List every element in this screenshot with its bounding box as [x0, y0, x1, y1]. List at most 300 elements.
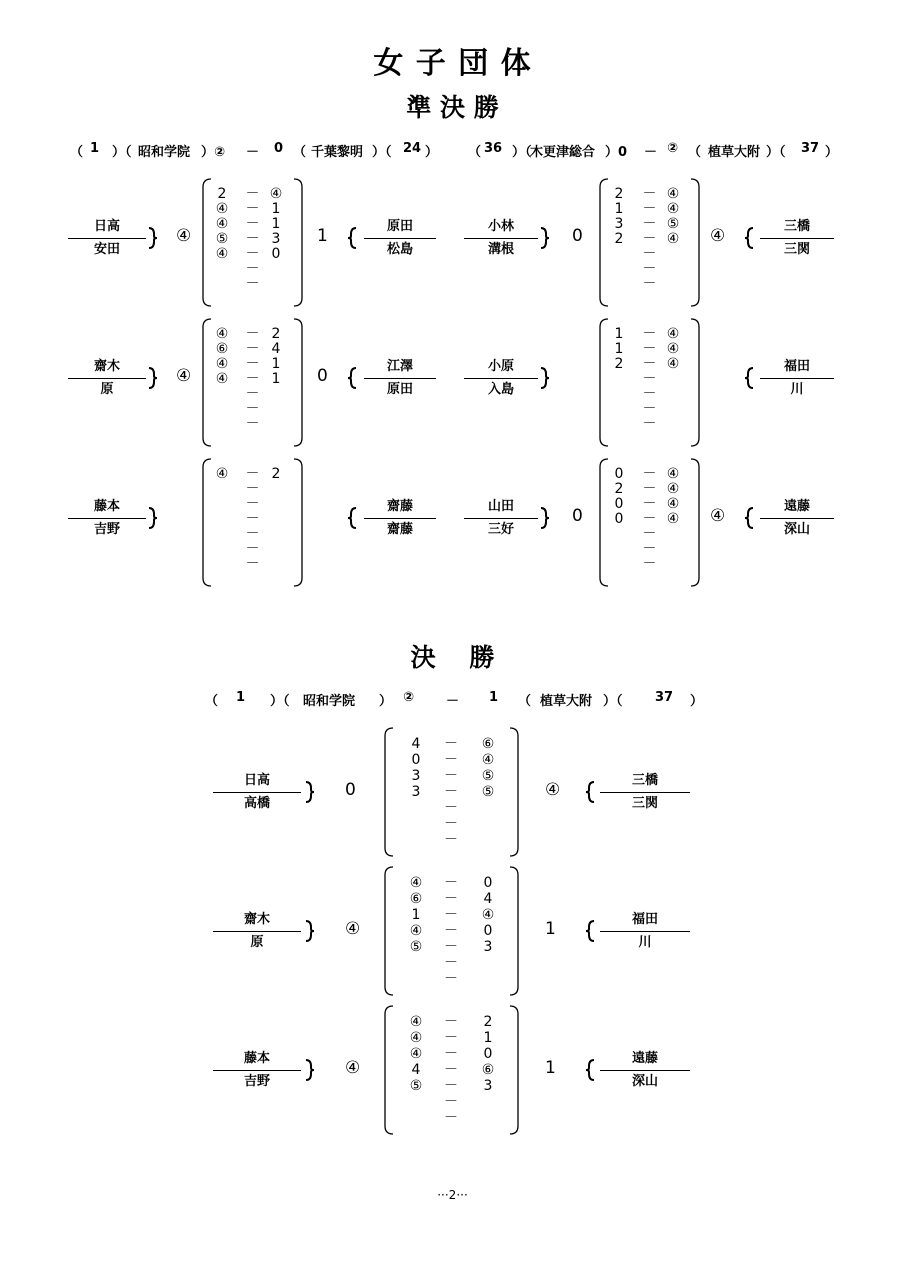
round-left: 4 — [411, 1062, 421, 1078]
header-item: 千葉黎明 — [311, 145, 364, 160]
left-score: ④ — [176, 366, 192, 386]
left-score: ④ — [345, 1058, 361, 1078]
round-left: 2 — [614, 186, 624, 202]
round-dash: － — [444, 832, 458, 848]
round-row — [203, 202, 302, 217]
round-row — [600, 527, 699, 542]
player-name: 溝根 — [464, 238, 538, 261]
round-dash: － — [245, 326, 260, 342]
player-name: 川 — [600, 931, 690, 954]
player-name: 遠藤 — [783, 499, 810, 514]
round-dash: － — [642, 556, 657, 572]
bracket-stroke — [149, 368, 157, 388]
right-pair — [760, 356, 834, 401]
right-pair — [760, 216, 834, 261]
bracket-stroke — [149, 508, 157, 528]
round-left: 0 — [614, 466, 624, 482]
right-pair — [364, 356, 436, 401]
round-dash: － — [444, 955, 458, 971]
left-score: ④ — [345, 919, 361, 939]
round-row — [203, 542, 302, 557]
right-pair — [600, 909, 690, 954]
round-right: 1 — [271, 201, 281, 217]
round-row — [600, 497, 699, 512]
round-left: ④ — [215, 371, 229, 387]
round-left: 1 — [411, 907, 421, 923]
round-row — [203, 217, 302, 232]
round-right: 1 — [271, 216, 281, 232]
round-left: 2 — [614, 231, 624, 247]
round-row — [385, 784, 518, 800]
round-right: ④ — [666, 201, 680, 217]
round-left: ⑤ — [215, 231, 229, 247]
round-right: 3 — [483, 939, 493, 955]
round-row — [203, 232, 302, 247]
round-row — [600, 202, 699, 217]
right-score: ④ — [710, 226, 726, 246]
right-pair — [364, 496, 436, 541]
round-row — [203, 497, 302, 512]
right-pair — [760, 496, 834, 541]
round-right: 2 — [271, 326, 281, 342]
round-left: ④ — [215, 356, 229, 372]
round-dash: － — [245, 371, 260, 387]
round-left: ④ — [215, 326, 229, 342]
round-right: ④ — [666, 466, 680, 482]
right-pair — [600, 770, 690, 815]
bracket-stroke — [745, 368, 753, 388]
round-dash: － — [642, 276, 657, 292]
player-name: 福田 — [783, 359, 810, 374]
round-left: ④ — [215, 246, 229, 262]
round-row — [203, 557, 302, 572]
right-score: ④ — [710, 506, 726, 526]
header-item: （ — [293, 145, 307, 160]
round-dash: － — [642, 326, 657, 342]
round-dash: － — [444, 939, 458, 955]
left-pair — [68, 216, 146, 261]
round-right: ④ — [666, 231, 680, 247]
round-right: 1 — [483, 1030, 493, 1046]
round-dash: － — [444, 923, 458, 939]
left-score: 0 — [345, 780, 356, 800]
header-item: 木更津総合 — [530, 145, 596, 160]
bracket-stroke — [348, 368, 356, 388]
left-pair — [68, 496, 146, 541]
round-left: ④ — [215, 201, 229, 217]
round-left: 0 — [614, 496, 624, 512]
round-left: 1 — [614, 341, 624, 357]
bracket-stroke — [541, 508, 549, 528]
round-dash: － — [444, 1030, 458, 1046]
round-scores — [203, 467, 302, 572]
round-right: ④ — [666, 356, 680, 372]
round-left: ④ — [409, 1014, 423, 1030]
bracket-stroke — [306, 782, 314, 802]
round-right: ⑥ — [481, 1062, 495, 1078]
round-row — [203, 262, 302, 277]
round-left: ⑥ — [409, 891, 423, 907]
header-item: ）② — [201, 145, 226, 160]
player-name: 原田 — [386, 219, 413, 234]
round-scores — [600, 187, 699, 292]
round-scores — [203, 327, 302, 432]
round-left: ④ — [409, 923, 423, 939]
header-item: （ — [70, 145, 84, 160]
round-row — [600, 217, 699, 232]
player-name: 藤本 — [93, 499, 120, 514]
bracket-stroke — [541, 228, 549, 248]
round-left: 0 — [614, 511, 624, 527]
header-item: ）（ — [270, 694, 290, 709]
round-dash: － — [444, 1014, 458, 1030]
player-name: 齋木 — [243, 912, 270, 927]
round-dash: － — [642, 511, 657, 527]
round-dash: － — [642, 356, 657, 372]
header-item: 昭和学院 — [303, 694, 356, 709]
header-item: 37 — [655, 690, 674, 705]
round-row — [600, 327, 699, 342]
round-dash: － — [245, 556, 260, 572]
round-row — [203, 512, 302, 527]
round-row — [203, 277, 302, 292]
header-item: 植草大附 — [540, 694, 593, 709]
round-dash: － — [245, 416, 260, 432]
left-pair — [213, 770, 301, 815]
round-row — [600, 512, 699, 527]
round-dash: － — [444, 1046, 458, 1062]
round-row — [203, 357, 302, 372]
round-dash: － — [642, 541, 657, 557]
round-row — [600, 402, 699, 417]
round-right: ⑤ — [481, 768, 495, 784]
header-item: ） — [690, 694, 704, 709]
header-item: － — [246, 145, 260, 160]
left-pair — [464, 216, 538, 261]
player-name: 福田 — [631, 912, 658, 927]
player-name: 小原 — [487, 359, 514, 374]
header-item: （ — [688, 145, 702, 160]
round-right: 0 — [483, 875, 493, 891]
round-row — [203, 327, 302, 342]
round-dash: － — [642, 416, 657, 432]
round-row — [600, 247, 699, 262]
round-dash: － — [444, 736, 458, 752]
semifinal-heading: 準 決 勝 — [406, 93, 499, 122]
round-right: 3 — [271, 231, 281, 247]
round-right: ④ — [666, 496, 680, 512]
round-row — [385, 923, 518, 939]
right-score: 1 — [545, 919, 556, 939]
page-number: ···2··· — [437, 1188, 468, 1202]
round-row — [203, 482, 302, 497]
round-row — [600, 342, 699, 357]
header-item: ） — [825, 145, 839, 160]
round-dash: － — [444, 1062, 458, 1078]
round-right: 3 — [483, 1078, 493, 1094]
round-right: 4 — [271, 341, 281, 357]
round-left: ④ — [409, 1030, 423, 1046]
round-dash: － — [642, 481, 657, 497]
round-dash: － — [642, 386, 657, 402]
header-item: ）（ — [766, 145, 786, 160]
round-left: 0 — [411, 752, 421, 768]
round-row — [203, 187, 302, 202]
round-right: ④ — [481, 752, 495, 768]
header-item: 37 — [801, 141, 820, 156]
round-dash: － — [444, 784, 458, 800]
player-name: 日高 — [93, 219, 120, 234]
player-name: 原田 — [364, 378, 436, 401]
round-right: ④ — [666, 341, 680, 357]
player-name: 藤本 — [243, 1051, 270, 1066]
round-row — [385, 1078, 518, 1094]
round-left: ④ — [215, 216, 229, 232]
header-item: 1 — [489, 690, 499, 705]
round-row — [203, 467, 302, 482]
round-row — [600, 372, 699, 387]
player-name: 三関 — [600, 792, 690, 815]
header-item: ）（ — [372, 145, 392, 160]
bracket-stroke — [348, 508, 356, 528]
round-dash: － — [642, 466, 657, 482]
round-row — [385, 768, 518, 784]
round-left: ④ — [409, 1046, 423, 1062]
round-left: 3 — [411, 768, 421, 784]
left-score: 0 — [572, 506, 583, 526]
right-pair — [364, 216, 436, 261]
round-dash: － — [245, 541, 260, 557]
header-item: ）（ — [512, 145, 532, 160]
round-dash: － — [642, 186, 657, 202]
player-name: 吉野 — [213, 1070, 301, 1093]
round-row — [385, 907, 518, 923]
round-dash: － — [245, 386, 260, 402]
player-name: 江澤 — [386, 359, 413, 374]
round-right: 2 — [271, 466, 281, 482]
left-pair — [464, 496, 538, 541]
round-row — [385, 832, 518, 848]
round-dash: － — [642, 496, 657, 512]
round-row — [385, 800, 518, 816]
round-dash: － — [444, 907, 458, 923]
round-dash: － — [642, 231, 657, 247]
round-scores — [600, 467, 699, 572]
left-score: 0 — [572, 226, 583, 246]
bracket-stroke — [586, 921, 594, 941]
round-dash: － — [642, 246, 657, 262]
round-row — [203, 417, 302, 432]
player-name: 深山 — [600, 1070, 690, 1093]
round-left: ⑤ — [409, 1078, 423, 1094]
round-row — [600, 277, 699, 292]
round-row — [600, 357, 699, 372]
header-item: － — [644, 145, 658, 160]
round-row — [385, 1110, 518, 1126]
round-row — [203, 342, 302, 357]
round-dash: － — [444, 800, 458, 816]
player-name: 三好 — [464, 518, 538, 541]
round-row — [385, 736, 518, 752]
round-row — [203, 372, 302, 387]
round-scores — [385, 736, 518, 848]
bracket-stroke — [586, 782, 594, 802]
round-scores — [600, 327, 699, 432]
header-item: ② — [403, 690, 415, 705]
header-item: ）0 — [605, 145, 628, 160]
round-left: 3 — [411, 784, 421, 800]
header-item: 0 — [274, 141, 284, 156]
round-right: ④ — [666, 186, 680, 202]
round-right: ④ — [666, 326, 680, 342]
round-left: 2 — [614, 481, 624, 497]
round-dash: － — [444, 875, 458, 891]
round-row — [385, 891, 518, 907]
header-item: 24 — [403, 141, 422, 156]
header-item: ） — [379, 694, 393, 709]
round-row — [385, 1094, 518, 1110]
round-right: ④ — [269, 186, 283, 202]
round-row — [600, 387, 699, 402]
round-left: 1 — [614, 201, 624, 217]
round-dash: － — [444, 752, 458, 768]
header-item: ）（ — [603, 694, 623, 709]
round-dash: － — [245, 466, 260, 482]
round-right: ④ — [481, 907, 495, 923]
left-pair — [68, 356, 146, 401]
round-left: ⑤ — [409, 939, 423, 955]
round-left: 1 — [614, 326, 624, 342]
round-dash: － — [245, 276, 260, 292]
round-dash: － — [245, 261, 260, 277]
round-dash: － — [245, 401, 260, 417]
round-dash: － — [444, 1094, 458, 1110]
round-dash: － — [245, 356, 260, 372]
player-name: 三橋 — [783, 219, 810, 234]
round-row — [385, 816, 518, 832]
round-row — [385, 971, 518, 987]
round-right: ⑤ — [666, 216, 680, 232]
player-name: 原 — [213, 931, 301, 954]
round-right: ④ — [666, 511, 680, 527]
player-name: 小林 — [487, 219, 514, 234]
round-row — [600, 557, 699, 572]
round-scores — [385, 875, 518, 987]
round-left: 4 — [411, 736, 421, 752]
round-right: 4 — [483, 891, 493, 907]
right-pair — [600, 1048, 690, 1093]
player-name: 高橋 — [213, 792, 301, 815]
round-left: ④ — [215, 466, 229, 482]
bracket-stroke — [745, 508, 753, 528]
round-scores — [385, 1014, 518, 1126]
round-right: ⑤ — [481, 784, 495, 800]
right-score: ④ — [545, 780, 561, 800]
round-left: ⑥ — [215, 341, 229, 357]
player-name: 川 — [760, 378, 834, 401]
player-name: 吉野 — [68, 518, 146, 541]
bracket-stroke — [745, 228, 753, 248]
header-item: 36 — [484, 141, 503, 156]
round-row — [600, 417, 699, 432]
header-item: 植草大附 — [708, 145, 761, 160]
final-heading: 決 勝 — [410, 643, 495, 672]
left-pair — [213, 1048, 301, 1093]
header-item: 1 — [90, 141, 100, 156]
round-dash: － — [245, 216, 260, 232]
round-row — [600, 467, 699, 482]
player-name: 松島 — [364, 238, 436, 261]
round-row — [600, 482, 699, 497]
round-left: 2 — [217, 186, 227, 202]
bracket-stroke — [149, 228, 157, 248]
round-row — [600, 262, 699, 277]
round-dash: － — [642, 526, 657, 542]
round-dash: － — [245, 511, 260, 527]
header-item: ② — [667, 141, 679, 156]
bracket-stroke — [306, 1060, 314, 1080]
round-dash: － — [642, 401, 657, 417]
bracket-stroke — [541, 368, 549, 388]
left-pair — [213, 909, 301, 954]
left-score: ④ — [176, 226, 192, 246]
round-dash: － — [245, 186, 260, 202]
round-row — [385, 1062, 518, 1078]
round-dash: － — [245, 246, 260, 262]
round-dash: － — [245, 496, 260, 512]
round-right: 0 — [483, 1046, 493, 1062]
round-scores — [203, 187, 302, 292]
player-name: 三橋 — [631, 773, 658, 788]
header-item: 1 — [236, 690, 246, 705]
round-row — [600, 187, 699, 202]
round-left: 2 — [614, 356, 624, 372]
round-row — [600, 542, 699, 557]
header-item: （ — [205, 694, 219, 709]
player-name: 原 — [68, 378, 146, 401]
round-right: 0 — [483, 923, 493, 939]
player-name: 遠藤 — [631, 1051, 658, 1066]
bracket-stroke — [306, 921, 314, 941]
round-dash: － — [642, 371, 657, 387]
player-name: 入島 — [464, 378, 538, 401]
round-dash: － — [245, 231, 260, 247]
right-score: 1 — [317, 226, 328, 246]
round-row — [385, 955, 518, 971]
round-row — [385, 1046, 518, 1062]
bracket-stroke — [348, 228, 356, 248]
round-row — [385, 752, 518, 768]
header-item: － — [446, 694, 460, 709]
round-right: ⑥ — [481, 736, 495, 752]
round-right: 0 — [271, 246, 281, 262]
player-name: 齋木 — [93, 359, 120, 374]
round-dash: － — [245, 481, 260, 497]
round-row — [203, 527, 302, 542]
header-item: （ — [518, 694, 532, 709]
round-row — [203, 387, 302, 402]
header-item: ） — [425, 145, 439, 160]
round-dash: － — [245, 341, 260, 357]
player-name: 安田 — [68, 238, 146, 261]
page-title: 女 子 団 体 — [373, 46, 532, 81]
right-score: 0 — [317, 366, 328, 386]
round-dash: － — [245, 201, 260, 217]
player-name: 山田 — [487, 499, 514, 514]
round-row — [385, 1030, 518, 1046]
round-dash: － — [245, 526, 260, 542]
round-dash: － — [444, 1110, 458, 1126]
